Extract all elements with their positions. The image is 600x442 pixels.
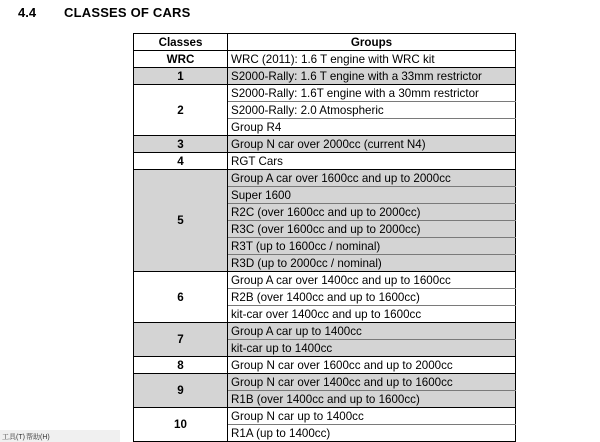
group-cell: Group N car over 2000cc (current N4) (228, 136, 516, 153)
class-cell: 4 (134, 153, 228, 170)
group-cell: R2B (over 1400cc and up to 1600cc) (228, 289, 516, 306)
class-cell: 10 (134, 408, 228, 442)
section-title: CLASSES OF CARS (64, 5, 191, 20)
taskbar-fragment (0, 430, 120, 442)
table-row (134, 170, 516, 187)
group-cell: Group N car over 1400cc and up to 1600cc (228, 374, 516, 391)
group-cell: S2000-Rally: 1.6 T engine with a 33mm restrictor (228, 68, 516, 85)
class-cell: 3 (134, 136, 228, 153)
section-number: 4.4 (18, 5, 37, 20)
group-cell: R2C (over 1600cc and up to 2000cc) (228, 204, 516, 221)
group-cell: R3D (up to 2000cc / nominal) (228, 255, 516, 272)
classes-table (133, 33, 516, 442)
group-cell: Group A car up to 1400cc (228, 323, 516, 340)
table-row (134, 51, 516, 68)
footer-item[interactable]: 工具(T) (2, 434, 25, 441)
group-cell: S2000-Rally: 2.0 Atmospheric (228, 102, 516, 119)
table-row (134, 68, 516, 85)
column-header-classes: Classes (134, 34, 228, 51)
table-body (134, 51, 516, 442)
group-cell: kit-car up to 1400cc (228, 340, 516, 357)
class-cell: 8 (134, 357, 228, 374)
column-header-groups: Groups (228, 34, 516, 51)
table-row (134, 85, 516, 102)
group-cell: Super 1600 (228, 187, 516, 204)
table-row (134, 153, 516, 170)
class-cell: 1 (134, 68, 228, 85)
section-heading (0, 0, 600, 28)
table-header-row (134, 34, 516, 51)
group-cell: Group A car over 1400cc and up to 1600cc (228, 272, 516, 289)
table-row (134, 272, 516, 289)
table-row (134, 323, 516, 340)
group-cell: S2000-Rally: 1.6T engine with a 30mm restrictor (228, 85, 516, 102)
table-row (134, 374, 516, 391)
group-cell: R1A (up to 1400cc) (228, 425, 516, 442)
table-row (134, 408, 516, 425)
class-cell: 5 (134, 170, 228, 272)
group-cell: RGT Cars (228, 153, 516, 170)
table-row (134, 357, 516, 374)
group-cell: Group A car over 1600cc and up to 2000cc (228, 170, 516, 187)
group-cell: kit-car over 1400cc and up to 1600cc (228, 306, 516, 323)
class-cell: 6 (134, 272, 228, 323)
group-cell: Group N car over 1600cc and up to 2000cc (228, 357, 516, 374)
group-cell: R3T (up to 1600cc / nominal) (228, 238, 516, 255)
table-row (134, 136, 516, 153)
class-cell: 7 (134, 323, 228, 357)
group-cell: WRC (2011): 1.6 T engine with WRC kit (228, 51, 516, 68)
class-cell: WRC (134, 51, 228, 68)
group-cell: Group N car up to 1400cc (228, 408, 516, 425)
group-cell: Group R4 (228, 119, 516, 136)
footer-item[interactable]: 帮助(H) (26, 434, 50, 441)
group-cell: R3C (over 1600cc and up to 2000cc) (228, 221, 516, 238)
class-cell: 2 (134, 85, 228, 136)
group-cell: R1B (over 1400cc and up to 1600cc) (228, 391, 516, 408)
class-cell: 9 (134, 374, 228, 408)
